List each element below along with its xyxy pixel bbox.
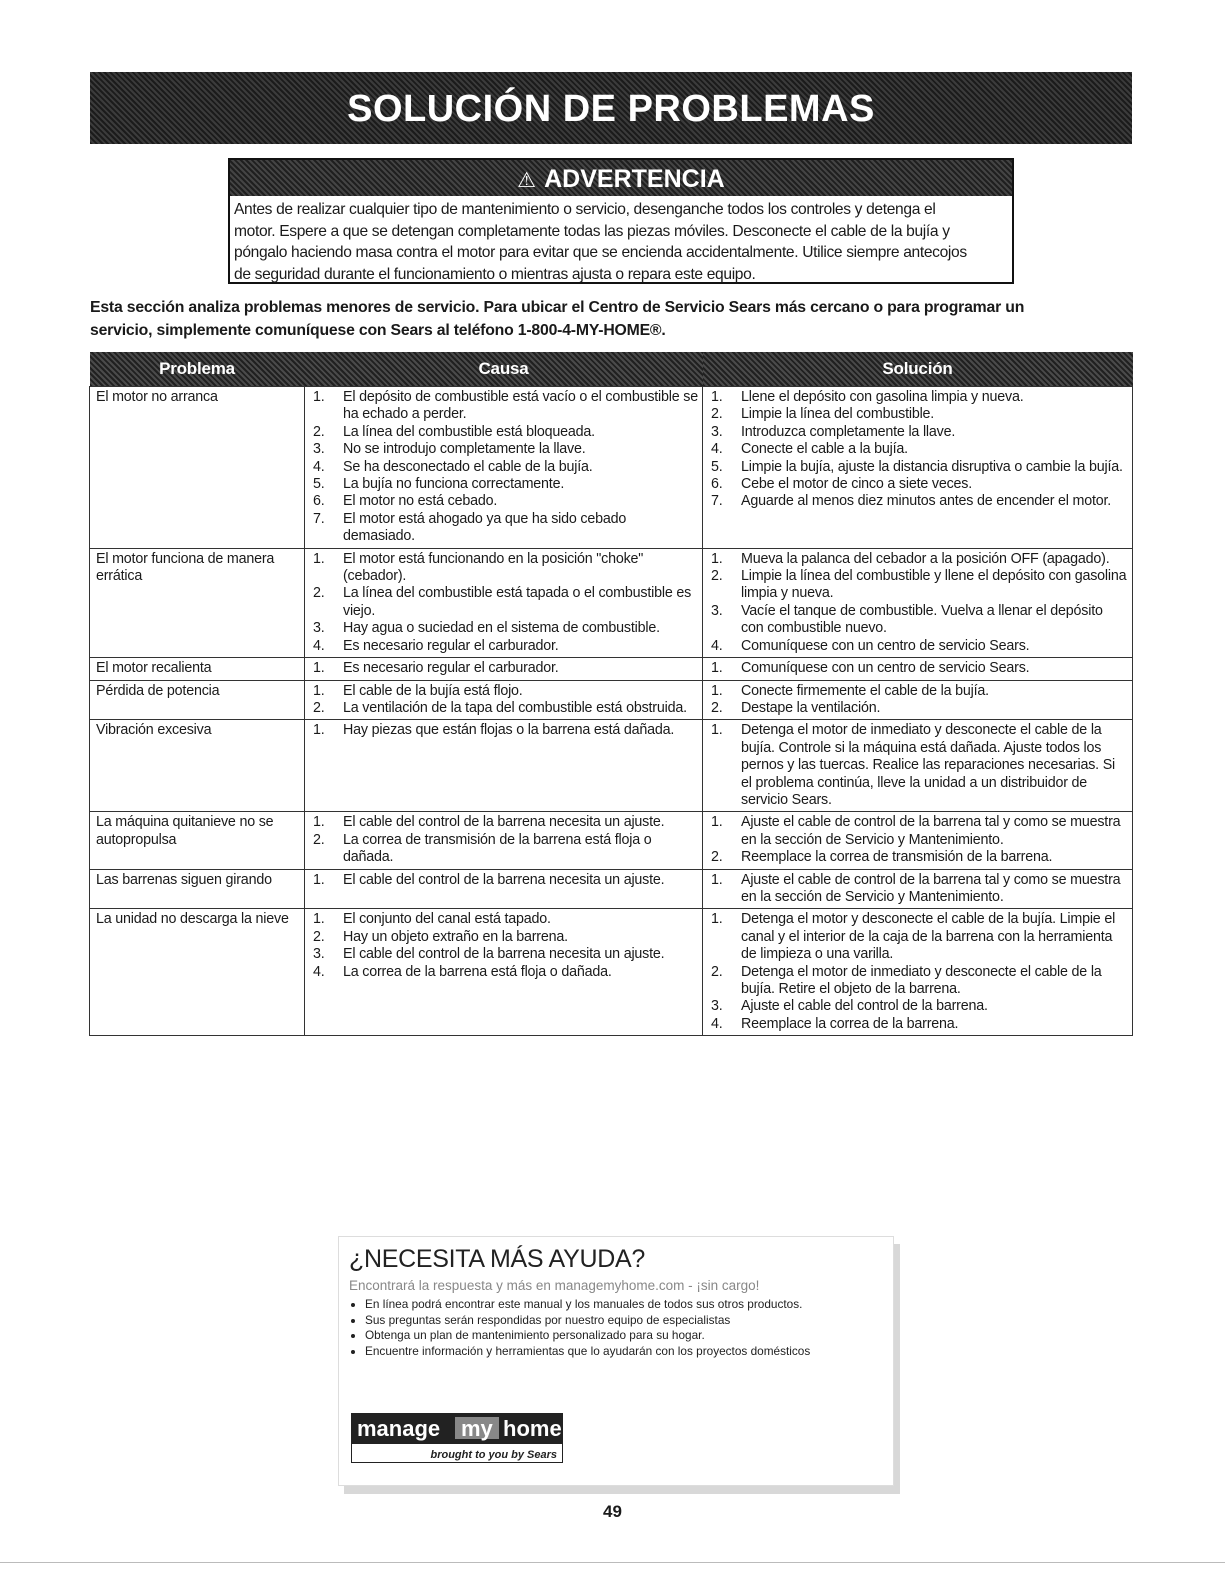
page-number: 49 [603, 1502, 622, 1521]
step-text: Conecte el cable a la bujía. [741, 441, 908, 458]
step-number: 2. [313, 928, 325, 945]
step-text: Destape la ventilación. [741, 699, 881, 716]
problem-cell: Vibración excesiva [90, 720, 305, 812]
solution-item [709, 603, 1128, 638]
step-number: 2. [711, 406, 723, 423]
step-text: Ajuste el cable del control de la barrena. [741, 998, 988, 1015]
step-number: 5. [313, 476, 325, 493]
step-number: 7. [313, 510, 325, 527]
step-text: Reemplace la correa de la barrena. [741, 1015, 959, 1032]
step-text: El conjunto del canal está tapado. [343, 911, 551, 928]
warning-text [230, 196, 1012, 285]
solution-item [709, 849, 1128, 866]
solution-cell [703, 680, 1133, 720]
solution-item [709, 389, 1128, 406]
solution-item [709, 683, 1128, 700]
cause-item [311, 459, 698, 476]
step-number: 1. [313, 722, 325, 739]
solution-item [709, 700, 1128, 717]
solution-cell [703, 869, 1133, 909]
step-text: Hay agua o suciedad en el sistema de combustible. [343, 620, 660, 637]
solution-item [709, 406, 1128, 423]
step-number: 2. [711, 699, 723, 716]
step-text: La ventilación de la tapa del combustible está obstruida. [343, 699, 687, 716]
problem-cell: El motor no arranca [90, 387, 305, 549]
step-text: El cable de la bujía está flojo. [343, 682, 523, 699]
problem-cell: El motor recalienta [90, 658, 305, 680]
step-text: El cable del control de la barrena necesita un ajuste. [343, 946, 665, 963]
step-number: 1. [711, 871, 723, 888]
cause-item [311, 929, 698, 946]
step-text: La línea del combustible está bloqueada. [343, 423, 595, 440]
step-number: 2. [711, 849, 723, 866]
step-text: Llene el depósito con gasolina limpia y nueva. [741, 389, 1024, 405]
solution-item [709, 459, 1128, 476]
step-number: 3. [313, 620, 325, 637]
step-text: Comuníquese con un centro de servicio Sears. [741, 660, 1030, 677]
warning-line: póngalo haciendo masa contra el motor para evitar que se encienda accidentalmente. Utilice siempre antecojos [234, 244, 967, 261]
step-text: Hay piezas que están flojas o la barrena está dañada. [343, 722, 675, 739]
table-row [90, 720, 1133, 812]
step-text: Reemplace la correa de transmisión de la barrena. [741, 849, 1053, 866]
header-problem: Problema [90, 352, 305, 387]
solution-cell [703, 387, 1133, 549]
troubleshooting-table [89, 352, 1133, 1036]
solution-item [709, 911, 1128, 963]
step-number: 2. [711, 568, 723, 585]
cause-item [311, 722, 698, 739]
solution-item [709, 493, 1128, 510]
logo-text-my: my [461, 1416, 493, 1441]
cause-cell [305, 720, 703, 812]
step-number: 3. [711, 998, 723, 1015]
step-number: 2. [313, 831, 325, 848]
step-number: 6. [711, 476, 723, 493]
step-text: Vacíe el tanque de combustible. Vuelva a llenar el depósito con combustible nuevo. [741, 602, 1103, 637]
step-text: El motor no está cebado. [343, 493, 498, 510]
step-text: El cable del control de la barrena necesita un ajuste. [343, 814, 665, 831]
cause-item [311, 911, 698, 928]
step-text: El depósito de combustible está vacío o el combustible se ha echado a perder. [343, 389, 698, 423]
need-help-box [338, 1236, 894, 1486]
solution-item [709, 722, 1128, 809]
solution-item [709, 998, 1128, 1015]
solution-item [709, 964, 1128, 999]
table-row [90, 680, 1133, 720]
list-item: • Sus preguntas serán respondidas por nuestro equipo de especialistas [365, 1313, 883, 1329]
list-item: • En línea podrá encontrar este manual y los manuales de todos sus otros productos. [365, 1297, 883, 1313]
solution-item [709, 638, 1128, 655]
solution-item [709, 424, 1128, 441]
warning-title-bar [230, 160, 1012, 196]
step-text: No se introdujo completamente la llave. [343, 441, 586, 458]
step-number: 1. [711, 814, 723, 831]
problem-cell: Las barrenas siguen girando [90, 869, 305, 909]
cause-item [311, 946, 698, 963]
logo-tagline: brought to you by Sears [430, 1449, 557, 1461]
step-number: 3. [711, 423, 723, 440]
solution-cell [703, 548, 1133, 657]
warning-line: Antes de realizar cualquier tipo de mantenimiento o servicio, desenganche todos los controles y detenga el [234, 201, 936, 218]
step-text: Limpie la línea del combustible. [741, 406, 935, 423]
logo-text-manage: manage [357, 1416, 441, 1441]
cause-cell [305, 658, 703, 680]
step-number: 1. [313, 814, 325, 831]
step-text: Ajuste el cable de control de la barrena tal y como se muestra en la sección de Servicio y Mantenimiento. [741, 871, 1121, 905]
step-text: Cebe el motor de cinco a siete veces. [741, 476, 973, 493]
header-cause: Causa [305, 352, 703, 387]
cause-item [311, 476, 698, 493]
step-text: Es necesario regular el carburador. [343, 660, 559, 677]
cause-item [311, 832, 698, 867]
step-text: Comuníquese con un centro de servicio Sears. [741, 637, 1030, 654]
table-header-row [90, 352, 1133, 387]
step-text: El cable del control de la barrena necesita un ajuste. [343, 871, 665, 888]
step-number: 4. [711, 1015, 723, 1032]
step-text: Mueva la palanca del cebador a la posición OFF (apagado). [741, 550, 1110, 567]
table-body [90, 387, 1133, 1036]
table-row [90, 909, 1133, 1036]
table-row [90, 812, 1133, 869]
cause-item [311, 585, 698, 620]
solution-item [709, 441, 1128, 458]
table-row [90, 548, 1133, 657]
intro-line: servicio, simplemente comuníquese con Sears al teléfono 1-800-4-MY-HOME®. [90, 322, 666, 339]
solution-item [709, 551, 1128, 568]
intro-line: Esta sección analiza problemas menores de servicio. Para ubicar el Centro de Servicio Sears más cercano o para programar un [90, 299, 1025, 316]
warning-triangle-icon: ⚠ [517, 169, 537, 192]
cause-item [311, 441, 698, 458]
warning-box [228, 158, 1014, 284]
step-number: 2. [313, 585, 325, 602]
list-item: • Encuentre información y herramientas que lo ayudarán con los proyectos domésticos [365, 1344, 883, 1360]
solution-item [709, 660, 1128, 677]
step-number: 1. [711, 911, 723, 928]
step-number: 1. [711, 722, 723, 739]
step-text: El motor está funcionando en la posición "choke" (cebador). [343, 550, 644, 585]
solution-cell [703, 720, 1133, 812]
step-number: 7. [711, 493, 723, 510]
cause-item [311, 683, 698, 700]
cause-item [311, 493, 698, 510]
cause-item [311, 872, 698, 889]
cause-item [311, 620, 698, 637]
managemyhome-logo [351, 1413, 563, 1463]
step-text: Detenga el motor de inmediato y desconecte el cable de la bujía. Controle si la máquina está dañada. Ajuste todos los pernos y las tuercas. Realice las reparaciones necesarias. Si el problema continúa, lleve la unidad a un distribuidor de servicio Sears. [741, 722, 1116, 808]
step-number: 4. [313, 637, 325, 654]
problem-cell: Pérdida de potencia [90, 680, 305, 720]
step-number: 2. [313, 423, 325, 440]
step-number: 3. [313, 946, 325, 963]
need-help-title: ¿NECESITA MÁS AYUDA? [349, 1245, 645, 1273]
step-number: 5. [711, 458, 723, 475]
step-number: 1. [711, 389, 723, 405]
step-text: Limpie la línea del combustible y llene el depósito con gasolina limpia y nueva. [741, 568, 1127, 602]
warning-line: motor. Espere a que se detengan completamente todas las piezas móviles. Desconecte el cable de la bujía y [234, 222, 950, 240]
problem-cell: La máquina quitanieve no se autopropulsa [90, 812, 305, 869]
cause-item [311, 660, 698, 677]
step-number: 4. [711, 637, 723, 654]
header-solution: Solución [703, 352, 1133, 387]
cause-cell [305, 909, 703, 1036]
step-text: Es necesario regular el carburador. [343, 637, 559, 654]
step-number: 1. [313, 911, 325, 928]
page-title: SOLUCIÓN DE PROBLEMAS [347, 88, 875, 130]
step-text: Ajuste el cable de control de la barrena tal y como se muestra en la sección de Servicio y Mantenimiento. [741, 814, 1121, 848]
warning-line: de seguridad durante el funcionamiento o mientras ajusta o repara este equipo. [234, 265, 756, 283]
step-number: 3. [711, 602, 723, 619]
step-text: Se ha desconectado el cable de la bujía. [343, 458, 593, 475]
cause-cell [305, 387, 703, 549]
problem-cell: El motor funciona de manera errática [90, 548, 305, 657]
step-text: Detenga el motor y desconecte el cable de la bujía. Limpie el canal y el interior de la caja de la barrena con la herramienta de limpieza o una varilla. [741, 911, 1116, 963]
step-text: Limpie la bujía, ajuste la distancia disruptiva o cambie la bujía. [741, 458, 1123, 475]
cause-cell [305, 869, 703, 909]
cause-cell [305, 812, 703, 869]
cause-item [311, 511, 698, 546]
solution-item [709, 476, 1128, 493]
step-number: 1. [711, 682, 723, 699]
logo-text-home: home [503, 1416, 562, 1441]
step-number: 1. [313, 389, 325, 405]
table-row [90, 869, 1133, 909]
list-item: • Obtenga un plan de mantenimiento personalizado para su hogar. [365, 1328, 883, 1344]
solution-cell [703, 658, 1133, 680]
bottom-divider [0, 1562, 1225, 1563]
solution-item [709, 568, 1128, 603]
step-number: 1. [313, 682, 325, 699]
step-number: 1. [313, 550, 325, 567]
step-text: Detenga el motor de inmediato y desconecte el cable de la bujía. Retire el objeto de la barrena. [741, 963, 1102, 997]
cause-cell [305, 548, 703, 657]
cause-cell [305, 680, 703, 720]
cause-item [311, 551, 698, 586]
step-number: 4. [313, 458, 325, 475]
step-text: La bujía no funciona correctamente. [343, 476, 565, 493]
step-text: Aguarde al menos diez minutos antes de encender el motor. [741, 493, 1112, 510]
step-number: 2. [313, 699, 325, 716]
need-help-subtitle: Encontrará la respuesta y más en managemyhome.com - ¡sin cargo! [349, 1278, 760, 1293]
solution-item [709, 1016, 1128, 1033]
warning-title: ADVERTENCIA [544, 165, 725, 193]
cause-item [311, 964, 698, 981]
problem-cell: La unidad no descarga la nieve [90, 909, 305, 1036]
table-row [90, 387, 1133, 549]
step-number: 4. [313, 963, 325, 980]
step-text: Hay un objeto extraño en la barrena. [343, 928, 568, 945]
step-text: La línea del combustible está tapada o el combustible es viejo. [343, 585, 692, 619]
step-number: 2. [711, 963, 723, 980]
step-text: El motor está ahogado ya que ha sido cebado demasiado. [343, 510, 627, 545]
need-help-list [349, 1297, 883, 1359]
step-number: 1. [711, 660, 723, 677]
step-text: Introduzca completamente la llave. [741, 423, 956, 440]
step-text: Conecte firmemente el cable de la bujía. [741, 682, 989, 699]
solution-item [709, 814, 1128, 849]
page-title-banner [90, 72, 1132, 144]
solution-item [709, 872, 1128, 907]
intro-paragraph [90, 296, 1140, 342]
cause-item [311, 700, 698, 717]
step-number: 6. [313, 493, 325, 510]
step-text: La correa de la barrena está floja o dañada. [343, 963, 612, 980]
solution-cell [703, 909, 1133, 1036]
step-number: 3. [313, 441, 325, 458]
step-number: 1. [711, 550, 723, 567]
cause-item [311, 424, 698, 441]
cause-item [311, 389, 698, 424]
step-number: 1. [313, 660, 325, 677]
cause-item [311, 814, 698, 831]
step-text: La correa de transmisión de la barrena está floja o dañada. [343, 831, 652, 866]
step-number: 1. [313, 871, 325, 888]
table-row [90, 658, 1133, 680]
cause-item [311, 638, 698, 655]
step-number: 4. [711, 441, 723, 458]
solution-cell [703, 812, 1133, 869]
